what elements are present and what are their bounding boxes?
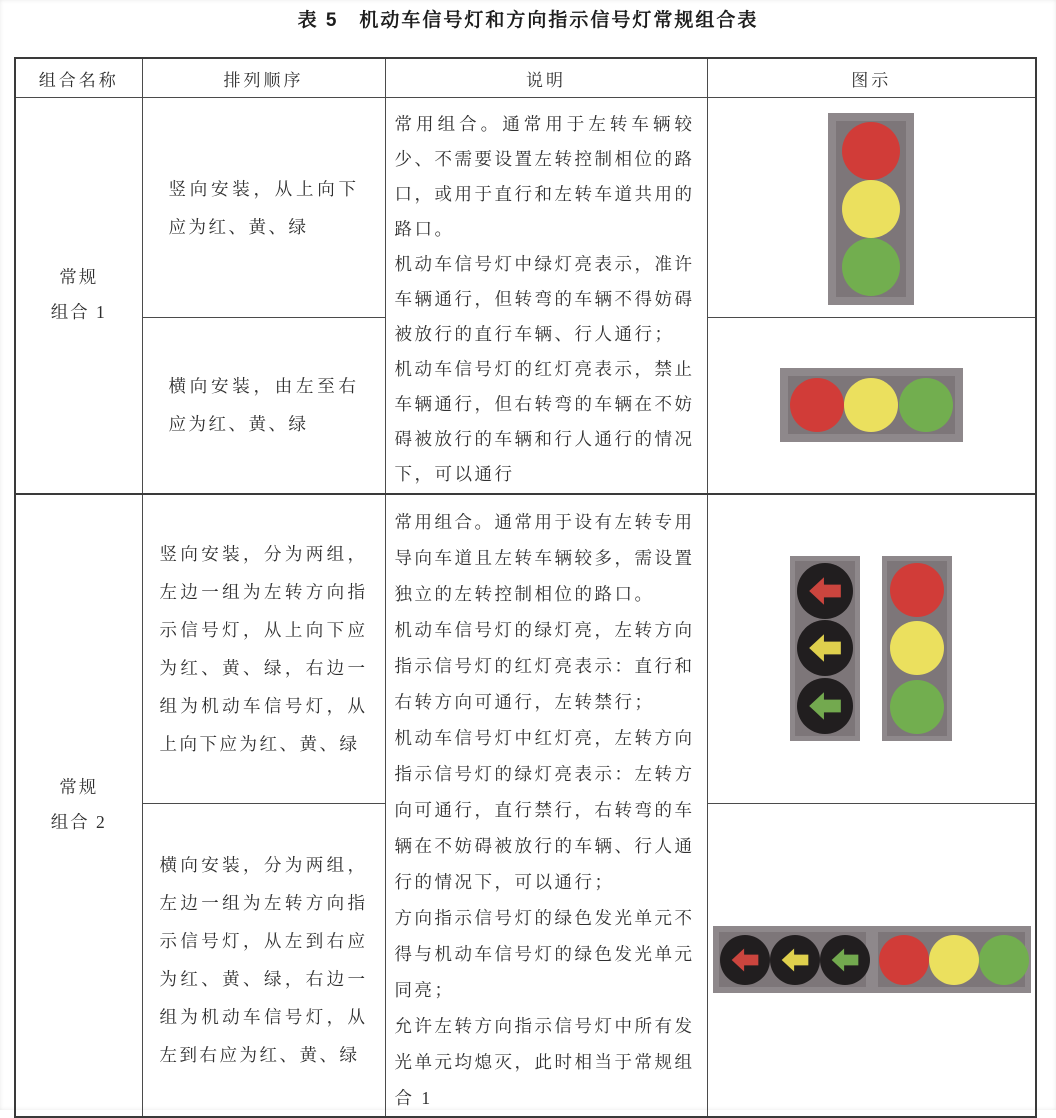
- traffic-light-vertical-icon: [882, 556, 952, 741]
- explanation-paragraph: 允许左转方向指示信号灯中所有发光单元均熄灭，此时相当于常规组合 1: [394, 1015, 695, 1108]
- left-arrow-icon: [729, 944, 761, 976]
- explanation-paragraph: 常用组合。通常用于设有左转专用导向车道且左转车辆较多，需设置独立的左转控制相位的路口。: [394, 511, 695, 604]
- signal-combination-table: [14, 57, 1037, 1118]
- combination-1-vertical-arrangement: 竖向安装，从上向下应为红、黄、绿: [142, 98, 385, 318]
- red-light-icon: [842, 122, 900, 180]
- combination-2-vertical-arrangement: 竖向安装，分为两组，左边一组为左转方向指示信号灯，从上向下应为红、黄、绿，右边一组为机动车信号灯，从上向下应为红、黄、绿: [142, 494, 385, 804]
- green-light-icon: [899, 378, 953, 432]
- red-left-arrow-light-icon: [797, 563, 853, 619]
- left-arrow-icon: [829, 944, 861, 976]
- combination-1-vertical-illustration-cell: [707, 98, 1036, 318]
- yellow-light-icon: [842, 180, 900, 238]
- left-turn-arrow-light-vertical-icon: [790, 556, 860, 741]
- combination-2-horizontal-illustration-cell: [707, 804, 1036, 1117]
- green-left-arrow-light-icon: [820, 935, 870, 985]
- traffic-light-horizontal-icon: [872, 926, 1031, 993]
- traffic-light-vertical-icon: [828, 113, 914, 305]
- traffic-light-horizontal-icon: [780, 368, 963, 442]
- left-arrow-icon: [806, 687, 844, 725]
- yellow-left-arrow-light-icon: [797, 620, 853, 676]
- col-header-arrangement: 排列顺序: [142, 58, 385, 98]
- col-header-illustration: 图示: [707, 58, 1036, 98]
- yellow-light-icon: [890, 621, 944, 675]
- red-light-icon: [879, 935, 929, 985]
- red-light-icon: [790, 378, 844, 432]
- combination-2-explanation-cell: [385, 494, 707, 1117]
- table-title: 表 5 机动车信号灯和方向指示信号灯常规组合表: [297, 10, 759, 31]
- traffic-light-panel: [795, 561, 855, 736]
- col-header-combination-name: 组合名称: [15, 58, 142, 98]
- explanation-paragraph: 机动车信号灯的绿灯亮，左转方向指示信号灯的红灯亮表示：直行和右转方向可通行，左转禁行；: [394, 619, 695, 712]
- left-arrow-icon: [806, 572, 844, 610]
- combination-2-name-cell: [15, 494, 142, 1117]
- green-left-arrow-light-icon: [797, 678, 853, 734]
- explanation-paragraph: 机动车信号灯中绿灯亮表示，准许车辆通行，但转弯的车辆不得妨碍被放行的直行车辆、行人通行；: [394, 254, 695, 344]
- traffic-light-panel: [788, 376, 955, 434]
- left-arrow-icon: [806, 629, 844, 667]
- combination-2-row-vertical: [15, 494, 1036, 804]
- yellow-light-icon: [844, 378, 898, 432]
- green-light-icon: [890, 680, 944, 734]
- combination-2-horizontal-arrangement: 横向安装，分为两组，左边一组为左转方向指示信号灯，从左到右应为红、黄、绿，右边一组为机动车信号灯，从左到右应为红、黄、绿: [142, 804, 385, 1117]
- yellow-light-icon: [929, 935, 979, 985]
- header-row: [15, 58, 1036, 98]
- combination-name-line: 组合 1: [50, 302, 107, 323]
- combination-1-explanation-cell: [385, 98, 707, 494]
- red-light-icon: [890, 563, 944, 617]
- explanation-paragraph: 机动车信号灯中红灯亮，左转方向指示信号灯的绿灯亮表示：左转方向可通行，直行禁行，右转弯的车辆在不妨碍被放行的车辆、行人通行的情况下，可以通行；: [394, 727, 695, 892]
- left-turn-arrow-light-horizontal-icon: [713, 926, 872, 993]
- combination-1-name-cell: [15, 98, 142, 494]
- combination-name-line: 常规: [59, 777, 99, 797]
- combination-name-line: 常规: [59, 267, 99, 288]
- combination-1-horizontal-illustration-cell: [707, 318, 1036, 494]
- combination-name-line: 组合 2: [50, 812, 107, 832]
- green-light-icon: [842, 238, 900, 296]
- left-arrow-icon: [779, 944, 811, 976]
- traffic-light-panel: [836, 121, 906, 297]
- traffic-light-panel: [887, 561, 947, 736]
- traffic-light-panel: [878, 932, 1025, 987]
- combination-1-horizontal-arrangement: 横向安装，由左至右应为红、黄、绿: [142, 318, 385, 494]
- yellow-left-arrow-light-icon: [770, 935, 820, 985]
- combination-2-vertical-illustration-cell: [707, 494, 1036, 804]
- traffic-light-panel: [719, 932, 866, 987]
- explanation-paragraph: 方向指示信号灯的绿色发光单元不得与机动车信号灯的绿色发光单元同亮；: [394, 907, 695, 1000]
- explanation-paragraph: 机动车信号灯的红灯亮表示，禁止车辆通行，但右转弯的车辆在不妨碍被放行的车辆和行人通行的情况下，可以通行: [394, 359, 695, 484]
- explanation-paragraph: 常用组合。通常用于左转车辆较少、不需要设置左转控制相位的路口，或用于直行和左转车道共用的路口。: [394, 114, 695, 239]
- green-light-icon: [979, 935, 1029, 985]
- combination-1-row-vertical: [15, 98, 1036, 318]
- red-left-arrow-light-icon: [720, 935, 770, 985]
- col-header-explanation: 说明: [385, 58, 707, 98]
